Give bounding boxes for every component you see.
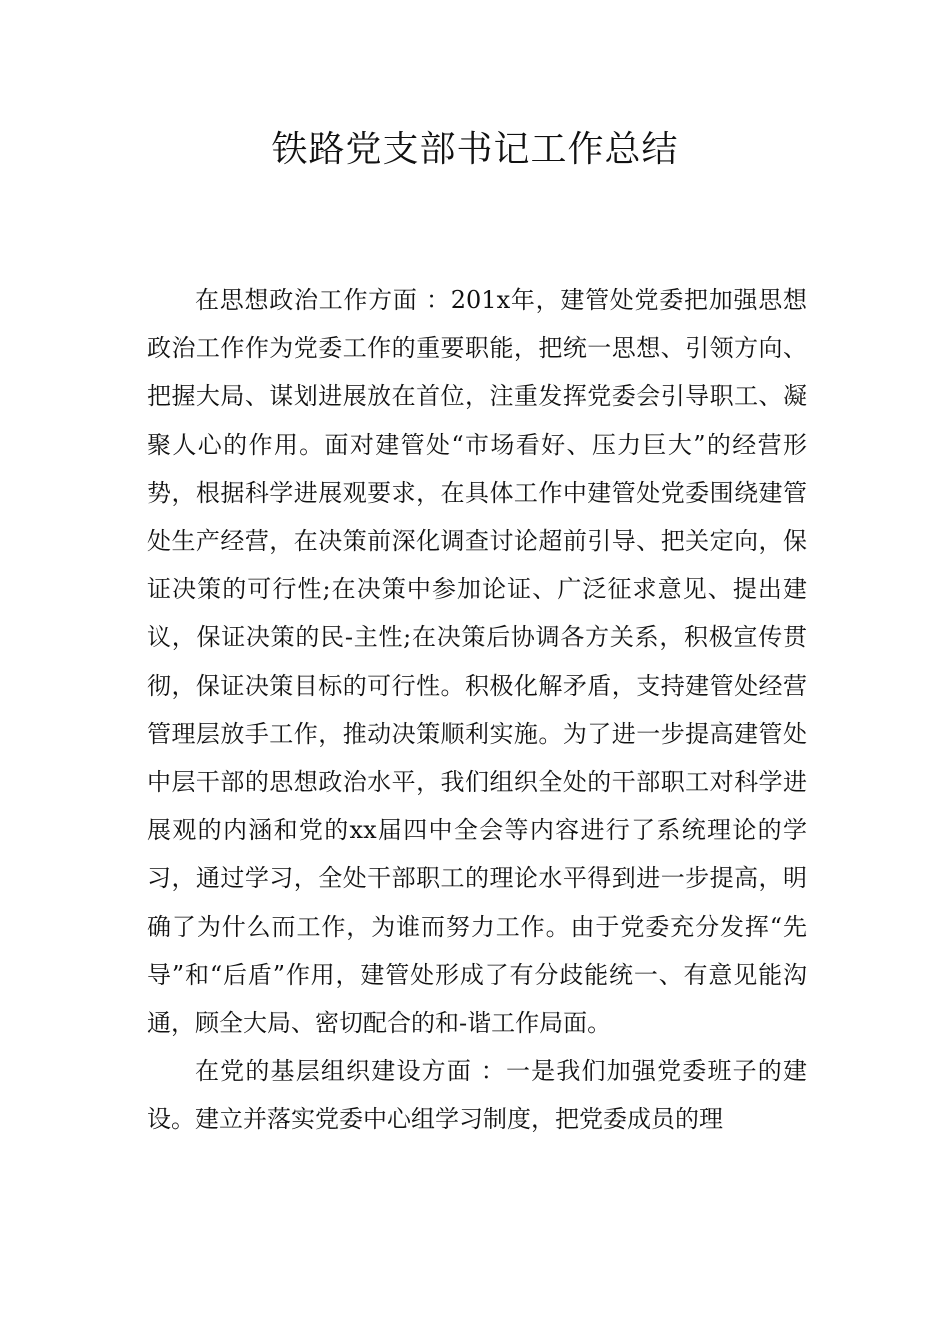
document-title: 铁路党支部书记工作总结: [271, 129, 679, 170]
paragraph-ideological-work: 在思想政治工作方面 ：201x年，建管处党委把加强思想政治工作作为党委工作的重要职能，把统一思想、引领方向、把握大局、谋划进展放在首位，注重发挥党委会引导职工、凝聚人心的作用。面对建管处“市场看好、压力巨大”的经营形势，根据科学进展观要求，在具体工作中建管处党委围绕建管处生产经营，在决策前深化调查讨论超前引导、把关定向，保证决策的可行性;在决策中参加论证、广泛征求意见、提出建议，保证决策的民-主性;在决策后协调各方关系，积极宣传贯彻，保证决策目标的可行性。积极化解矛盾，支持建管处经营管理层放手工作，推动决策顺利实施。为了进一步提高建管处中层干部的思想政治水平，我们组织全处的干部职工对科学进展观的内涵和党的xx届四中全会等内容进行了系统理论的学习，通过学习，全处干部职工的理论水平得到进一步提高，明确了为什么而工作，为谁而努力工作。由于党委充分发挥“先导”和“后盾”作用，建管处形成了有分歧能统一、有意见能沟通，顾全大局、密切配合的和-谐工作局面。: [147, 286, 807, 1038]
document-body: [147, 276, 807, 1236]
paragraph-party-organization: 在党的基层组织建设方面 ：一是我们加强党委班子的建设。建立并落实党委中心组学习制度，把党委成员的理: [147, 1057, 807, 1134]
